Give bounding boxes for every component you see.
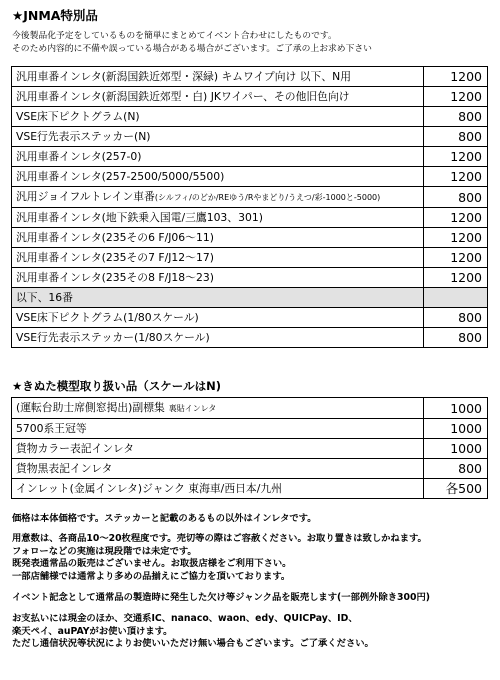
item-price: 1200	[424, 87, 488, 107]
table-row	[12, 107, 488, 127]
jnma-section-title: ★JNMA特別品	[12, 8, 98, 23]
intro-text	[12, 30, 492, 56]
item-sub-label: (シルフィ/のどか/REゆう/Rやまどり/うえつ/彩-1000と-5000)	[154, 193, 381, 202]
item-price: 1200	[424, 228, 488, 248]
item-sub-label: 裏貼インレタ	[168, 404, 217, 413]
payment-note-3: ただし通信状況等状況によりお使いいただけ無い場合もございます。ご了承ください。	[12, 638, 374, 650]
item-price: 800	[424, 308, 488, 328]
item-name	[12, 288, 424, 308]
table-row	[12, 398, 488, 419]
item-name	[12, 439, 424, 459]
item-name	[12, 308, 424, 328]
item-name	[12, 419, 424, 439]
kinuta-section-title: ★きぬた模型取り扱い品（スケールはN)	[12, 379, 221, 393]
table-row	[12, 419, 488, 439]
item-price: 1000	[424, 439, 488, 459]
junk-note: イベント記念として通常品の製造時に発生した欠け等ジャンク品を販売します(一部例外除き300円)	[12, 591, 431, 603]
item-label: 汎用車番インレタ(257-2500/5000/5500)	[16, 170, 225, 183]
item-price: 1200	[424, 67, 488, 87]
table-row	[12, 167, 488, 187]
item-name	[12, 147, 424, 167]
item-label: VSE行先表示ステッカー(N)	[16, 130, 151, 143]
item-label: インレット(金属インレタ)ジャンク 東海車/西日本/九州	[16, 482, 282, 495]
item-name	[12, 187, 424, 208]
item-label: 汎用車番インレタ(地下鉄乗入国電/三鷹103、301)	[16, 211, 263, 224]
item-label: VSE床下ピクトグラム(1/80スケール)	[16, 311, 199, 324]
payment-note-1: お支払いには現金のほか、交通系IC、nanaco、waon、edy、QUICPay、ID、	[12, 612, 358, 624]
item-name	[12, 107, 424, 127]
item-name	[12, 87, 424, 107]
table-row	[12, 147, 488, 167]
item-name	[12, 67, 424, 87]
item-name	[12, 268, 424, 288]
intro-line-2: そのため内容的に不備や誤っている場合がある場合がございます。ご了承の上お求め下さい	[12, 44, 372, 54]
jnma-price-table	[11, 66, 488, 348]
item-price: 1200	[424, 248, 488, 268]
item-price: 800	[424, 107, 488, 127]
quantity-note-3: 既発表通常品の販売はございません。お取扱店様をご利用下さい。	[12, 558, 292, 570]
item-price: 800	[424, 187, 488, 208]
item-price: 1200	[424, 268, 488, 288]
table-row	[12, 459, 488, 479]
item-label: VSE床下ピクトグラム(N)	[16, 110, 140, 123]
table-row	[12, 288, 488, 308]
item-label: 以下、16番	[16, 291, 73, 304]
price-note: 価格は本体価格です。ステッカーと記載のあるもの以外はインレタです。	[12, 513, 317, 524]
item-label: 汎用ジョイフルトレイン車番	[16, 190, 155, 203]
quantity-note-2: フォローなどの実施は現段階では未定です。	[12, 545, 197, 557]
item-name	[12, 459, 424, 479]
item-label: VSE行先表示ステッカー(1/80スケール)	[16, 331, 210, 344]
item-label: (運転台助士席側窓掲出)副標集	[16, 401, 165, 414]
table-row	[12, 328, 488, 348]
item-label: 貨物カラー表記インレタ	[16, 442, 135, 455]
table-row	[12, 208, 488, 228]
item-name	[12, 398, 424, 419]
item-label: 貨物黒表記インレタ	[16, 462, 113, 475]
table-row	[12, 268, 488, 288]
item-price	[424, 288, 488, 308]
item-label: 汎用車番インレタ(235その7 F/J12～17)	[16, 251, 214, 264]
kinuta-price-table	[11, 397, 488, 499]
item-name	[12, 328, 424, 348]
table-row	[12, 248, 488, 268]
notes	[12, 513, 492, 651]
item-price: 1200	[424, 208, 488, 228]
table-row	[12, 127, 488, 147]
item-name	[12, 127, 424, 147]
payment-note-2: 楽天ペイ、auPAYがお使い頂けます。	[12, 625, 173, 637]
table-row	[12, 228, 488, 248]
item-name	[12, 248, 424, 268]
item-name	[12, 208, 424, 228]
item-price: 各500	[424, 479, 488, 499]
item-name	[12, 479, 424, 499]
table-row	[12, 308, 488, 328]
item-price: 800	[424, 127, 488, 147]
table-row	[12, 479, 488, 499]
quantity-note-4: 一部店舗様では通常より多めの品揃えにご協力を頂いております。	[12, 571, 291, 583]
table-row	[12, 67, 488, 87]
item-price: 1200	[424, 147, 488, 167]
item-label: 汎用車番インレタ(新潟国鉄近郊型・白) JKワイパー、その他旧色向け	[16, 90, 350, 103]
item-name	[12, 228, 424, 248]
item-price: 1000	[424, 419, 488, 439]
item-price: 800	[424, 328, 488, 348]
item-label: 汎用車番インレタ(新潟国鉄近郊型・深緑) キムワイプ向け 以下、N用	[16, 70, 352, 83]
item-name	[12, 167, 424, 187]
quantity-note-1: 用意数は、各商品10～20枚程度です。売切等の際はご容赦ください。お取り置きは致しかねます。	[12, 532, 427, 544]
intro-line-1: 今後製品化予定をしているものを簡単にまとめてイベント合わせにしたものです。	[12, 31, 337, 41]
item-label: 5700系王冠等	[16, 422, 87, 435]
item-label: 汎用車番インレタ(235その6 F/J06～11)	[16, 231, 214, 244]
item-price: 800	[424, 459, 488, 479]
item-label: 汎用車番インレタ(235その8 F/J18～23)	[16, 271, 214, 284]
table-row	[12, 87, 488, 107]
item-price: 1000	[424, 398, 488, 419]
item-price: 1200	[424, 167, 488, 187]
table-row	[12, 187, 488, 208]
item-label: 汎用車番インレタ(257-0)	[16, 150, 142, 163]
table-row	[12, 439, 488, 459]
